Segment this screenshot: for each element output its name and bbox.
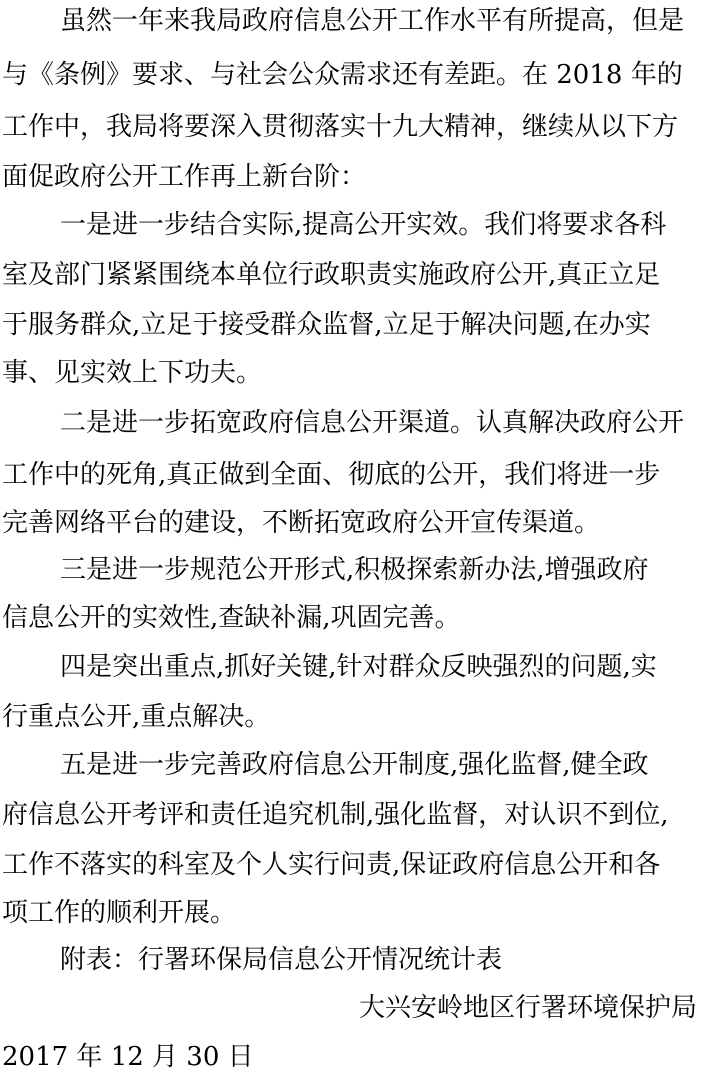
- text-line: 附表：行署环保局信息公开情况统计表: [60, 945, 503, 975]
- text-line: 项工作的顺利开展。: [2, 898, 237, 928]
- text-line: 室及部门紧紧围绕本单位行政职责实施政府公开,真正立足: [2, 260, 661, 290]
- text-line: 一是进一步结合实际,提高公开实效。我们将要求各科: [60, 210, 667, 240]
- text-line: 二是进一步拓宽政府信息公开渠道。认真解决政府公开: [60, 408, 685, 438]
- text-line: 与《条例》要求、与社会公众需求还有差距。在 2018 年的: [2, 60, 683, 90]
- text-line: 于服务群众,立足于接受群众监督,立足于解决问题,在办实: [2, 310, 651, 340]
- text-line: 五是进一步完善政府信息公开制度,强化监督,健全政: [60, 750, 649, 780]
- text-line: 四是突出重点,抓好关键,针对群众反映强烈的问题,实: [60, 652, 657, 682]
- text-line: 工作中，我局将要深入贯彻落实十九大精神，继续从以下方: [2, 112, 679, 142]
- text-line: 信息公开的实效性,查缺补漏,巩固完善。: [2, 603, 461, 633]
- text-line: 府信息公开考评和责任追究机制,强化监督，对认识不到位,: [2, 800, 669, 830]
- text-line: 工作不落实的科室及个人实行问责,保证政府信息公开和各: [2, 850, 661, 880]
- text-line: 事、见实效上下功夫。: [2, 358, 263, 388]
- signature-date: 2017 年 12 月 30 日: [2, 1042, 254, 1072]
- signature-org-name: 大兴安岭地区行署环境保护局: [358, 993, 697, 1023]
- text-line: 完善网络平台的建设，不断拓宽政府公开宣传渠道。: [2, 508, 601, 538]
- text-line: 虽然一年来我局政府信息公开工作水平有所提高，但是: [60, 6, 685, 36]
- text-line: 行重点公开,重点解决。: [2, 702, 271, 732]
- text-line: 面促政府公开工作再上新台阶：: [2, 162, 367, 192]
- text-line: 三是进一步规范公开形式,积极探索新办法,增强政府: [60, 555, 649, 585]
- text-line: 工作中的死角,真正做到全面、彻底的公开，我们将进一步: [2, 460, 661, 490]
